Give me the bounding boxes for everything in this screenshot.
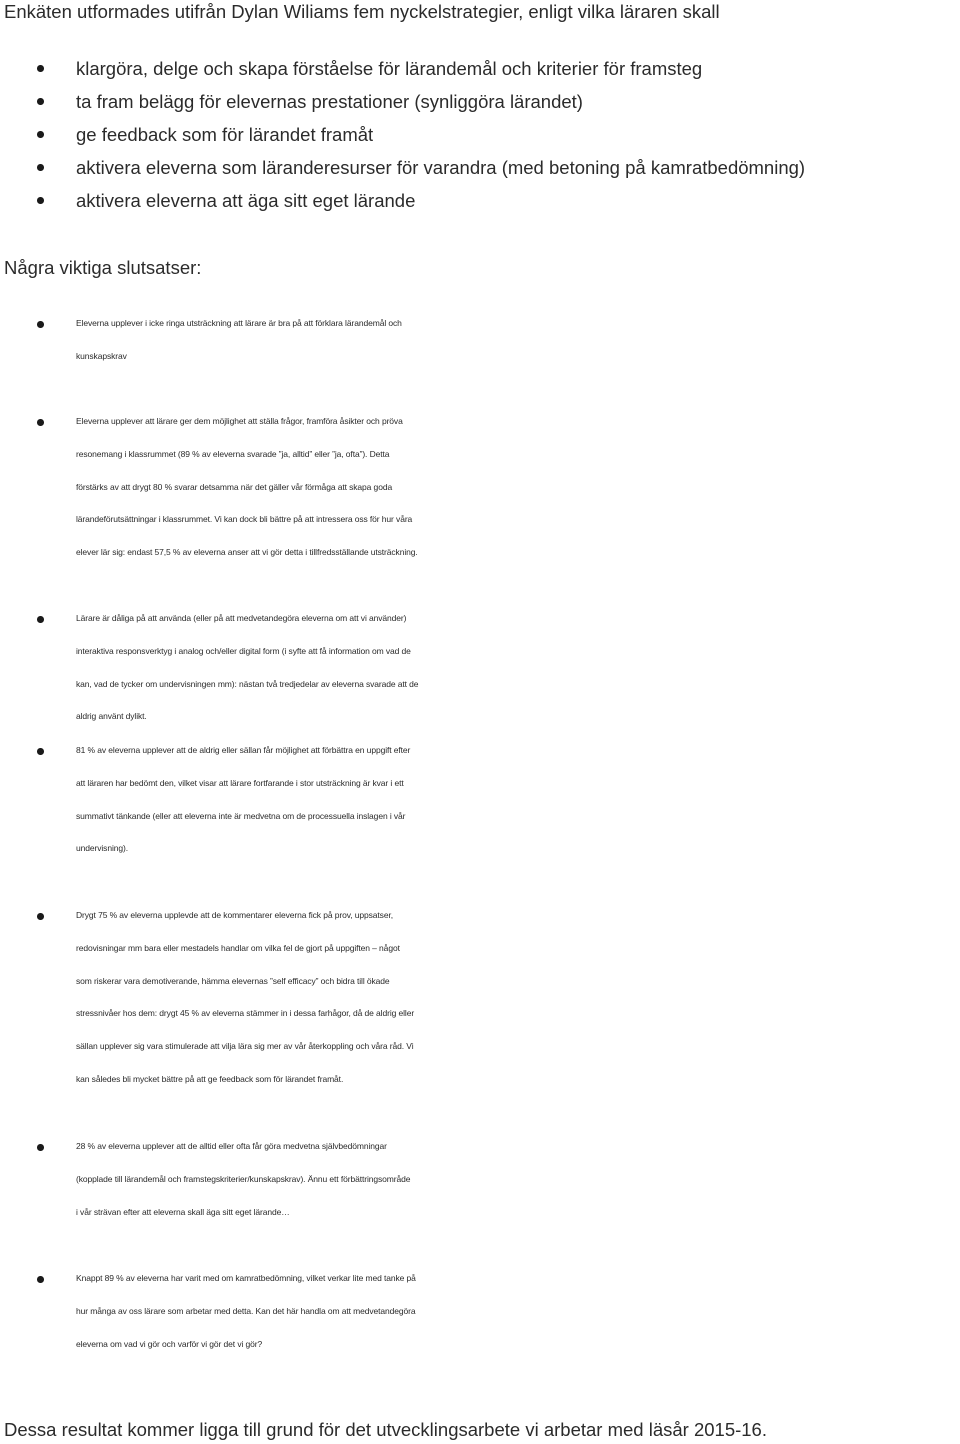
- text-line: som riskerar vara demotiverande, hämma elevernas ”self efficacy” och bidra till ökade: [76, 975, 390, 986]
- text-line: summativt tänkande (eller att eleverna inte är medvetna om de processuella inslagen i vår: [76, 810, 406, 821]
- strategy-list: [0, 52, 805, 217]
- text-line: lärandeförutsättningar i klassrummet. Vi kan dock bli bättre på att intressera oss för hur våra: [76, 514, 413, 525]
- conclusion-text: [76, 602, 960, 733]
- strategy-text: aktivera eleverna som läranderesurser för varandra (med betoning på kamratbedömning): [76, 157, 806, 178]
- text-line: redovisningar mm bara eller mestadels handlar om vilka fel de gjort på uppgiften – något: [76, 942, 400, 953]
- text-line: Drygt 75 % av eleverna upplevde att de kommentarer eleverna fick på prov, uppsatser,: [76, 910, 393, 920]
- text-line: resonemang i klassrummet (89 % av eleverna svarade ”ja, alltid” eller ”ja, ofta”). Detta: [76, 448, 390, 459]
- bullet-icon: [37, 197, 44, 204]
- conclusions-heading: Några viktiga slutsatser:: [4, 257, 202, 278]
- strategy-item: [0, 184, 805, 217]
- intro-text: Enkäten utformades utifrån Dylan Wiliams fem nyckelstrategier, enligt vilka läraren skall: [4, 1, 720, 22]
- footer-text: Dessa resultat kommer ligga till grund för det utvecklingsarbete vi arbetar med läsår 2015-16.: [4, 1419, 767, 1440]
- strategy-text: aktivera eleverna att äga sitt eget lärande: [76, 190, 416, 211]
- text-line: kunskapskrav: [76, 350, 127, 361]
- text-line: i vår strävan efter att eleverna skall äga sitt eget lärande…: [76, 1206, 290, 1217]
- text-line: kan således bli mycket bättre på att ge feedback som för lärandet framåt.: [76, 1073, 344, 1084]
- text-line: (kopplade till lärandemål och framstegskriterier/kunskapskrav). Ännu ett förbättringsområde: [76, 1173, 411, 1184]
- conclusion-text: [76, 1262, 960, 1360]
- text-line: stressnivåer hos dem: drygt 45 % av eleverna stämmer in i dessa farhågor, då de aldrig eller: [76, 1008, 415, 1019]
- conclusion-text: [76, 899, 960, 1096]
- text-line: hur många av oss lärare som arbetar med detta. Kan det här handla om att medvetandegöra: [76, 1305, 416, 1316]
- bullet-icon: [37, 913, 44, 920]
- strategy-item: [0, 151, 805, 184]
- strategy-item: [0, 118, 805, 151]
- strategy-item: [0, 52, 805, 85]
- text-line: 28 % av eleverna upplever att de alltid eller ofta får göra medvetna självbedömningar: [76, 1141, 387, 1151]
- conclusion-text: [76, 734, 960, 865]
- text-line: elever lär sig: endast 57,5 % av eleverna anser att vi gör detta i tillfredsställande utsträckning.: [76, 547, 418, 558]
- text-line: Eleverna upplever att lärare ger dem möjlighet att ställa frågor, framföra åsikter och pröva: [76, 416, 403, 426]
- text-line: interaktiva responsverktyg i analog och/eller digital form (i syfte att få information om vad de: [76, 645, 411, 656]
- bullet-icon: [37, 65, 44, 72]
- strategy-item: [0, 85, 805, 118]
- bullet-icon: [37, 616, 44, 623]
- bullet-icon: [37, 1144, 44, 1151]
- bullet-icon: [37, 98, 44, 105]
- text-line: eleverna om vad vi gör och varför vi gör det vi gör?: [76, 1338, 263, 1349]
- bullet-icon: [37, 1276, 44, 1283]
- text-line: aldrig använt dylikt.: [76, 711, 147, 722]
- text-line: undervisning).: [76, 843, 128, 854]
- strategy-text: ta fram belägg för elevernas prestationer (synliggöra lärandet): [76, 91, 583, 112]
- text-line: förstärks av att drygt 80 % svarar detsamma när det gäller vår förmåga att skapa goda: [76, 481, 393, 492]
- text-line: 81 % av eleverna upplever att de aldrig eller sällan får möjlighet att förbättra en uppgift efter: [76, 745, 411, 755]
- bullet-icon: [37, 748, 44, 755]
- text-line: Eleverna upplever i icke ringa utsträckning att lärare är bra på att förklara lärandemål och: [76, 318, 402, 328]
- bullet-icon: [37, 164, 44, 171]
- text-line: Knappt 89 % av eleverna har varit med om kamratbedömning, vilket verkar lite med tanke på: [76, 1273, 416, 1283]
- bullet-icon: [37, 321, 44, 328]
- text-line: att läraren har bedömt den, vilket visar att lärare fortfarande i stor utsträckning är kvar i ett: [76, 777, 404, 788]
- bullet-icon: [37, 131, 44, 138]
- conclusion-text: [76, 405, 960, 569]
- conclusion-text: [76, 1130, 960, 1228]
- text-line: kan, vad de tycker om undervisningen mm): nästan två tredjedelar av eleverna svarade att de: [76, 678, 419, 689]
- text-line: Lärare är dåliga på att använda (eller på att medvetandegöra eleverna om att vi använder): [76, 613, 407, 623]
- text-line: sällan upplever sig vara stimulerade att vilja lära sig mer av vår återkoppling och våra råd. Vi: [76, 1041, 414, 1052]
- bullet-icon: [37, 419, 44, 426]
- strategy-text: ge feedback som för lärandet framåt: [76, 124, 374, 145]
- strategy-text: klargöra, delge och skapa förståelse för lärandemål och kriterier för framsteg: [76, 58, 703, 79]
- conclusion-text: [76, 307, 960, 373]
